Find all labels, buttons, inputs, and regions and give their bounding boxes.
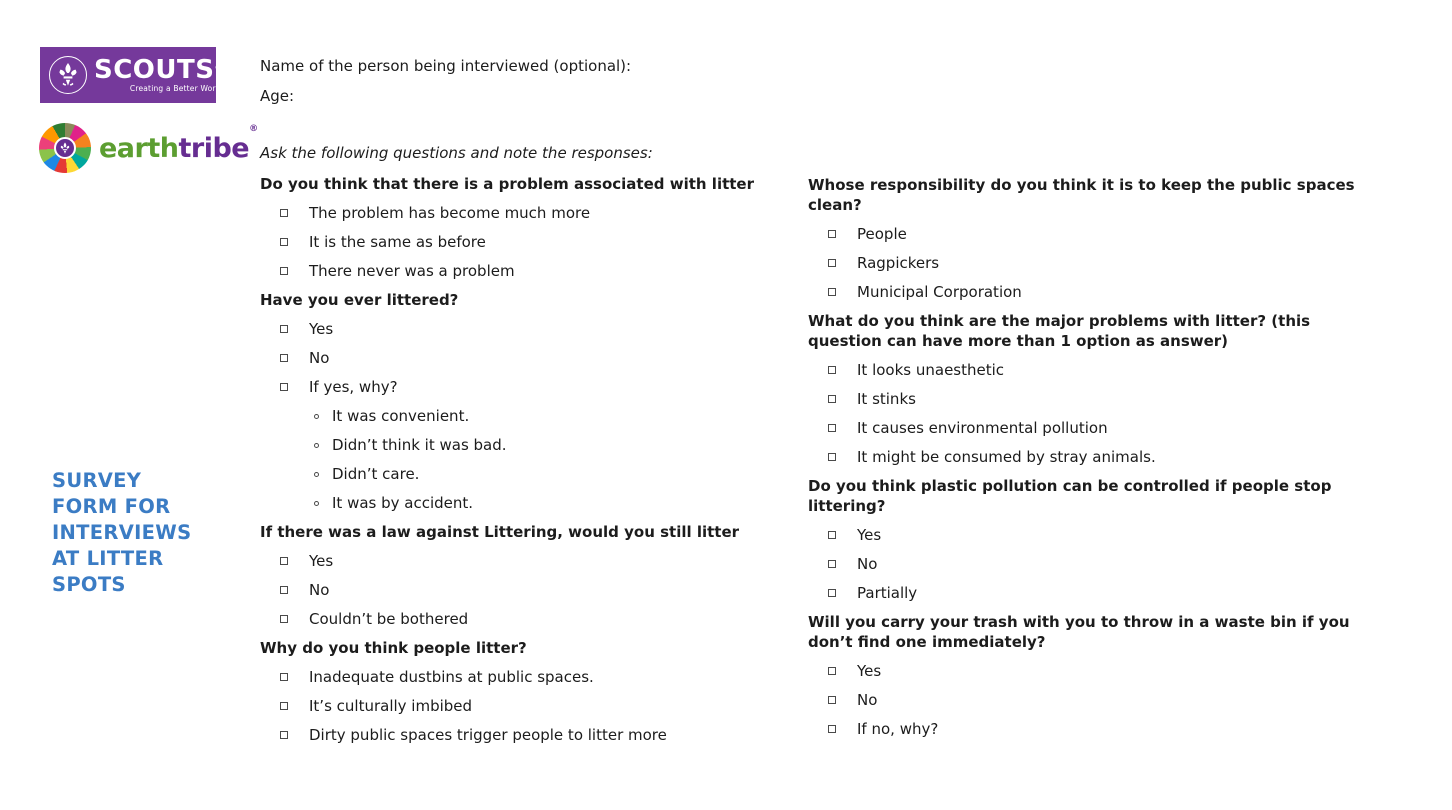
option-label: It looks unaesthetic (857, 361, 1005, 379)
checkbox-icon (828, 424, 836, 432)
option-row (808, 554, 1398, 574)
option-row (260, 667, 780, 687)
option-label: Partially (857, 584, 918, 602)
option-row (260, 580, 780, 600)
checkbox-icon (280, 702, 288, 710)
option-label: Dirty public spaces trigger people to litter more (309, 726, 667, 744)
sub-option-label: It was by accident. (332, 494, 474, 512)
option-label: It causes environmental pollution (857, 419, 1108, 437)
question-heading-line: Do you think plastic pollution can be controlled if people stop (808, 477, 1332, 495)
question-heading (260, 522, 780, 542)
questions-column-left (260, 174, 780, 754)
question-heading (808, 612, 1398, 652)
option-row (808, 690, 1398, 710)
scouts-registered-mark: ® (214, 63, 223, 72)
option-row (260, 696, 780, 716)
sub-option-row (260, 406, 780, 426)
name-field-label: Name of the person being interviewed (optional): (260, 57, 632, 75)
option-label: It’s culturally imbibed (309, 697, 473, 715)
checkbox-icon (828, 230, 836, 238)
checkbox-icon (280, 383, 288, 391)
sub-option-label: Didn’t care. (332, 465, 420, 483)
question-heading-line: littering? (808, 497, 886, 515)
question-heading-line: clean? (808, 196, 862, 214)
scouts-tagline: Creating a Better World (129, 84, 223, 93)
option-label: No (857, 555, 878, 573)
scouts-fleur-de-lis-icon (49, 56, 87, 94)
option-label: The problem has become much more (309, 204, 591, 222)
question-heading-line: Have you ever littered? (260, 291, 459, 309)
checkbox-icon (828, 667, 836, 675)
checkbox-icon (280, 325, 288, 333)
question-heading-line: Will you carry your trash with you to throw in a waste bin if you (808, 613, 1350, 631)
sub-option-label: Didn’t think it was bad. (332, 436, 507, 454)
age-field-label: Age: (260, 87, 295, 105)
checkbox-icon (828, 589, 836, 597)
option-row (260, 377, 780, 397)
question-heading (260, 638, 780, 658)
survey-form-title-line: SPOTS (52, 573, 126, 596)
checkbox-icon (828, 531, 836, 539)
questions-column-right (808, 175, 1398, 748)
question-heading-line: Do you think that there is a problem associated with litter (260, 175, 754, 193)
checkbox-icon (280, 238, 288, 246)
sub-option-row (260, 435, 780, 455)
option-row (808, 253, 1398, 273)
option-label: Yes (309, 320, 334, 338)
checkbox-icon (280, 267, 288, 275)
option-label: If no, why? (857, 720, 939, 738)
option-label: No (309, 581, 330, 599)
checkbox-icon (828, 259, 836, 267)
option-row (260, 203, 780, 223)
option-label: Yes (309, 552, 334, 570)
checkbox-icon (280, 209, 288, 217)
option-row (808, 360, 1398, 380)
option-label: Ragpickers (857, 254, 940, 272)
option-row (808, 282, 1398, 302)
sub-option-row (260, 464, 780, 484)
survey-form-title-line: INTERVIEWS (52, 521, 192, 544)
question-heading (808, 476, 1398, 516)
instruction-text: Ask the following questions and note the responses: (260, 144, 653, 162)
option-row (260, 348, 780, 368)
circle-bullet-icon (314, 501, 319, 506)
option-row (808, 447, 1398, 467)
option-label: There never was a problem (309, 262, 515, 280)
sub-option-label: It was convenient. (332, 407, 470, 425)
question-heading (260, 290, 780, 310)
option-label: If yes, why? (309, 378, 398, 396)
checkbox-icon (828, 696, 836, 704)
earthtribe-wordmark: earthtribe® (99, 123, 258, 164)
option-label: It is the same as before (309, 233, 486, 251)
survey-form-title (52, 468, 191, 598)
checkbox-icon (828, 560, 836, 568)
option-label: It might be consumed by stray animals. (857, 448, 1156, 466)
survey-form-title-line: SURVEY (52, 469, 142, 492)
option-label: Yes (857, 526, 882, 544)
option-label: No (857, 691, 878, 709)
option-label: Yes (857, 662, 882, 680)
question-heading-line: don’t find one immediately? (808, 633, 1046, 651)
option-row (808, 418, 1398, 438)
circle-bullet-icon (314, 414, 319, 419)
option-row (808, 224, 1398, 244)
option-label: No (309, 349, 330, 367)
earthtribe-fleur-de-lis-icon (54, 137, 76, 159)
option-row (260, 725, 780, 745)
option-row (808, 661, 1398, 681)
checkbox-icon (280, 731, 288, 739)
earthtribe-registered-mark: ® (249, 123, 258, 134)
checkbox-icon (280, 673, 288, 681)
option-row (808, 719, 1398, 739)
question-heading-line: What do you think are the major problems with litter? (this (808, 312, 1311, 330)
option-row (260, 551, 780, 571)
question-heading-line: Whose responsibility do you think it is to keep the public spaces (808, 176, 1355, 194)
checkbox-icon (828, 453, 836, 461)
checkbox-icon (280, 354, 288, 362)
option-row (260, 319, 780, 339)
earthtribe-globe-mosaic-icon (39, 123, 91, 173)
question-heading-line: question can have more than 1 option as answer) (808, 332, 1229, 350)
checkbox-icon (828, 725, 836, 733)
question-heading (808, 175, 1398, 215)
option-label: Municipal Corporation (857, 283, 1022, 301)
checkbox-icon (280, 557, 288, 565)
checkbox-icon (828, 395, 836, 403)
option-label: People (857, 225, 907, 243)
option-row (260, 232, 780, 252)
checkbox-icon (828, 366, 836, 374)
checkbox-icon (828, 288, 836, 296)
option-label: Inadequate dustbins at public spaces. (309, 668, 594, 686)
option-row (260, 609, 780, 629)
survey-form-title-line: AT LITTER (52, 547, 164, 570)
option-row (260, 261, 780, 281)
scouts-wordmark: SCOUTS® (94, 55, 223, 85)
question-heading-line: Why do you think people litter? (260, 639, 527, 657)
circle-bullet-icon (314, 472, 319, 477)
scouts-logo (40, 47, 223, 103)
option-row (808, 389, 1398, 409)
option-label: It stinks (857, 390, 916, 408)
survey-form-title-line: FORM FOR (52, 495, 171, 518)
earthtribe-logo (39, 123, 258, 173)
question-heading (808, 311, 1398, 351)
option-label: Couldn’t be bothered (309, 610, 469, 628)
option-row (808, 525, 1398, 545)
checkbox-icon (280, 586, 288, 594)
option-row (808, 583, 1398, 603)
circle-bullet-icon (314, 443, 319, 448)
sub-option-row (260, 493, 780, 513)
question-heading-line: If there was a law against Littering, would you still litter (260, 523, 740, 541)
checkbox-icon (280, 615, 288, 623)
question-heading (260, 174, 780, 194)
